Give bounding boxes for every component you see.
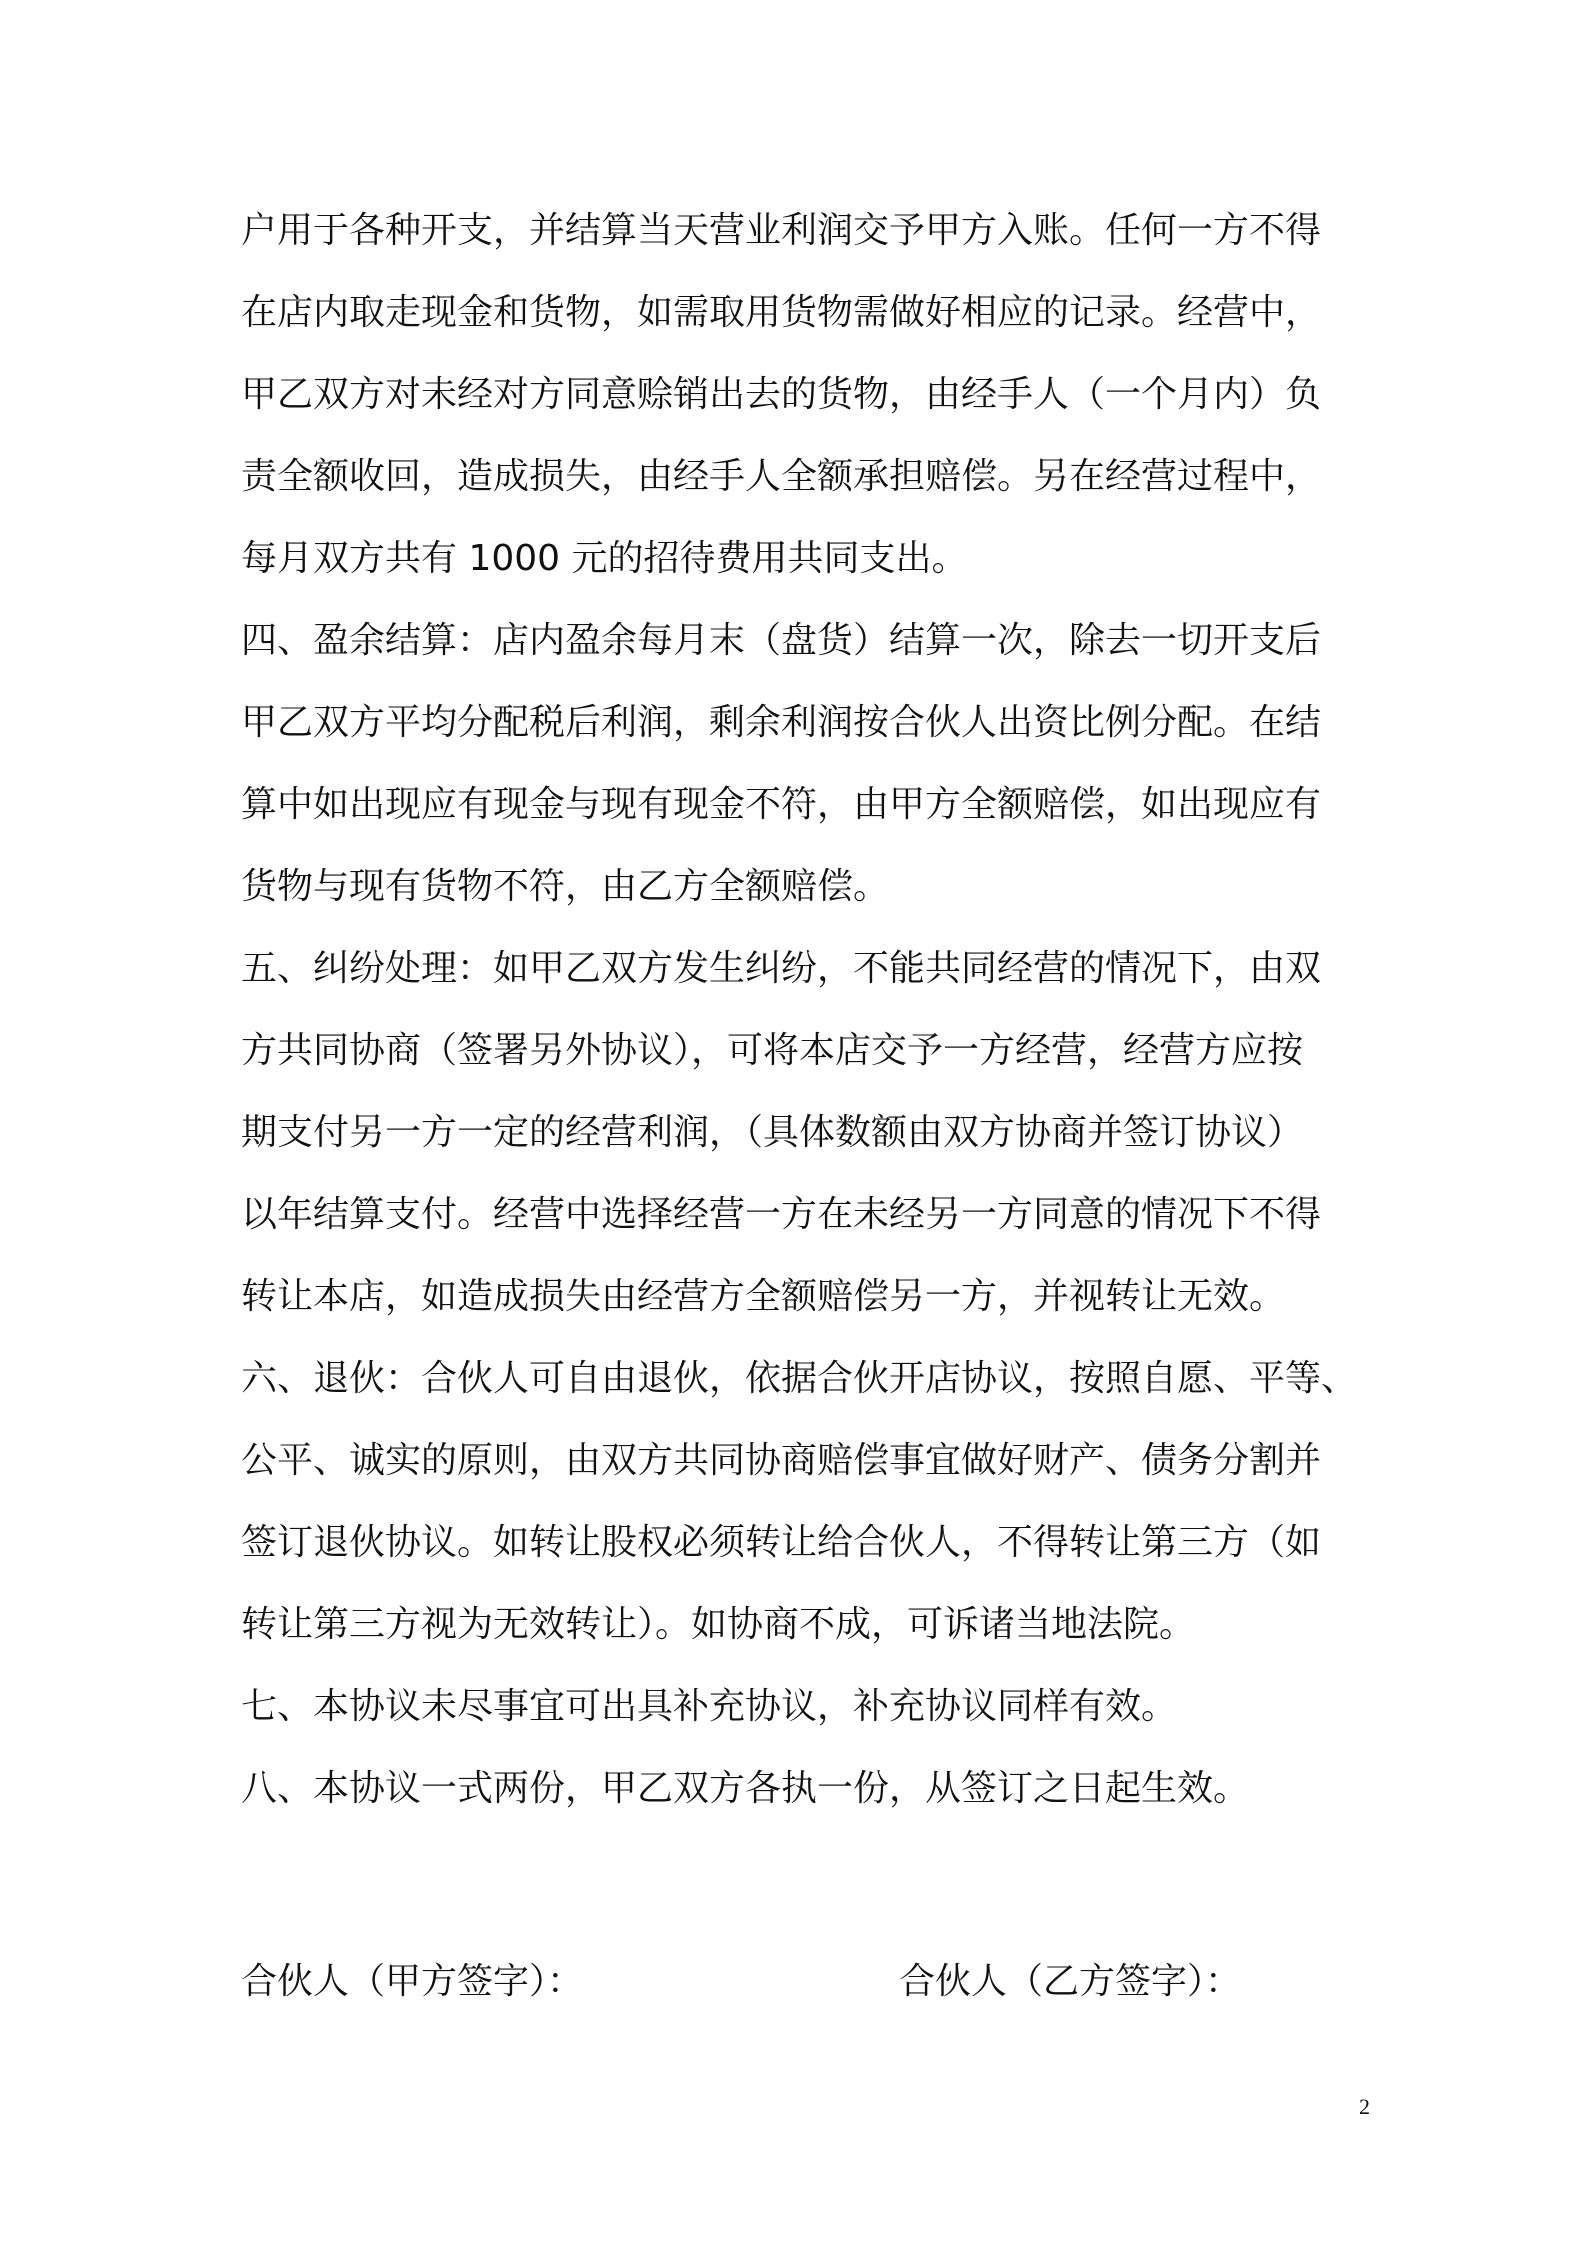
clause-eight-line: 八、本协议一式两份，甲乙双方各执一份，从签订之日起生效。 [241,1768,1250,1809]
signature-row [241,1952,1353,2012]
text-line: 以年结算支付。经营中选择经营一方在未经另一方同意的情况下不得 [241,1194,1322,1235]
text-line: 责全额收回，造成损失，由经手人全额承担赔偿。另在经营过程中， [241,456,1322,497]
text-line: 货物与现有货物不符，由乙方全额赔偿。 [241,866,890,907]
clause-five-heading-line: 五、纠纷处理：如甲乙双方发生纠纷，不能共同经营的情况下，由双 [241,948,1322,989]
text-line: 户用于各种开支，并结算当天营业利润交予甲方入账。任何一方不得 [241,210,1322,251]
text-line: 公平、诚实的原则，由双方共同协商赔偿事宜做好财产、债务分割并 [241,1440,1322,1481]
party-b-signature-label: 合伙人（乙方签字）： [899,1961,1242,2002]
page-number: 2 [1359,2094,1370,2119]
text-line: 方共同协商（签署另外协议），可将本店交予一方经营，经营方应按 [241,1030,1304,1071]
text-line: 期支付另一方一定的经营利润，（具体数额由双方协商并签订协议） [241,1112,1304,1153]
text-line: 每月双方共有 1000 元的招待费用共同支出。 [241,538,968,579]
text-line: 在店内取走现金和货物，如需取用货物需做好相应的记录。经营中， [241,292,1322,333]
clause-four-heading-line: 四、盈余结算：店内盈余每月末（盘货）结算一次，除去一切开支后 [241,620,1322,661]
clause-six-heading-line: 六、退伙：合伙人可自由退伙，依据合伙开店协议，按照自愿、平等、 [241,1358,1358,1399]
text-line: 甲乙双方平均分配税后利润，剩余利润按合伙人出资比例分配。在结 [241,702,1322,743]
party-a-signature-label: 合伙人（甲方签字）： [241,1961,584,2002]
agreement-body [241,190,1358,1830]
clause-seven-line: 七、本协议未尽事宜可出具补充协议，补充协议同样有效。 [241,1686,1178,1727]
text-line: 甲乙双方对未经对方同意赊销出去的货物，由经手人（一个月内）负 [241,374,1322,415]
text-line: 算中如出现应有现金与现有现金不符，由甲方全额赔偿，如出现应有 [241,784,1322,825]
text-line: 签订退伙协议。如转让股权必须转让给合伙人，不得转让第三方（如 [241,1522,1322,1563]
text-line: 转让第三方视为无效转让）。如协商不成，可诉诸当地法院。 [241,1604,1196,1645]
text-line: 转让本店，如造成损失由经营方全额赔偿另一方，并视转让无效。 [241,1276,1286,1317]
